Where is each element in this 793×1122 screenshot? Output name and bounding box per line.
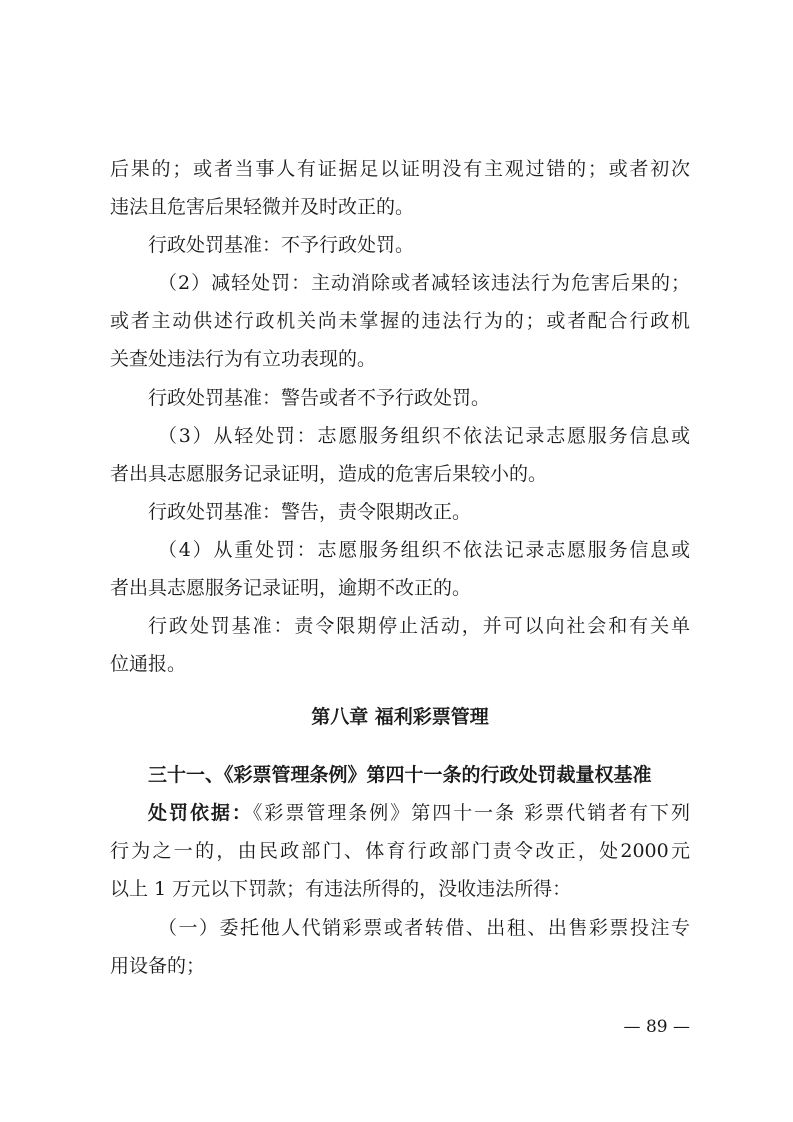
mitigated-penalty-line-3: 关查处违法行为有立功表现的。 [110, 348, 377, 370]
item-1-line-1: （一）委托他人代销彩票或者转借、出租、出售彩票投注专 [158, 917, 690, 939]
lighter-penalty-line-2: 者出具志愿服务记录证明，造成的危害后果较小的。 [110, 463, 548, 485]
heavier-penalty-line-1: （4）从重处罚：志愿服务组织不依法记录志愿服务信息或 [158, 539, 690, 561]
lighter-penalty-line-1: （3）从轻处罚：志愿服务组织不依法记录志愿服务信息或 [158, 425, 690, 447]
chapter-heading: 第八章 福利彩票管理 [311, 706, 489, 728]
basis-text: 《彩票管理条例》第四十一条 彩票代销者有下列 [252, 802, 690, 824]
heavier-penalty-line-2: 者出具志愿服务记录证明，逾期不改正的。 [110, 577, 472, 599]
mitigated-penalty-line-2: 或者主动供述行政机关尚未掌握的违法行为的；或者配合行政机 [110, 310, 690, 332]
penalty-standard-1: 行政处罚基准：不予行政处罚。 [148, 234, 415, 256]
penalty-standard-4-line-2: 位通报。 [110, 653, 187, 675]
basis-label: 处罚依据： [148, 802, 253, 824]
mitigated-penalty-line-1: （2）减轻处罚：主动消除或者减轻该违法行为危害后果的； [158, 272, 690, 294]
penalty-standard-2: 行政处罚基准：警告或者不予行政处罚。 [148, 387, 491, 409]
basis-line-1 [148, 800, 690, 826]
penalty-standard-3: 行政处罚基准：警告，责令限期改正。 [148, 501, 472, 523]
body-line-2: 违法且危害后果轻微并及时改正的。 [110, 196, 415, 218]
basis-line-3: 以上 1 万元以下罚款；有违法所得的，没收违法所得： [110, 878, 572, 900]
section-heading: 三十一、《彩票管理条例》第四十一条的行政处罚裁量权基准 [148, 764, 652, 786]
body-line-1: 后果的；或者当事人有证据足以证明没有主观过错的；或者初次 [110, 158, 690, 180]
page-number: — 89 — [623, 1017, 690, 1037]
basis-line-2: 行为之一的，由民政部门、体育行政部门责令改正，处2000元 [110, 840, 690, 862]
item-1-line-2: 用设备的； [110, 955, 206, 977]
penalty-standard-4-line-1: 行政处罚基准：责令限期停止活动，并可以向社会和有关单 [148, 615, 690, 637]
